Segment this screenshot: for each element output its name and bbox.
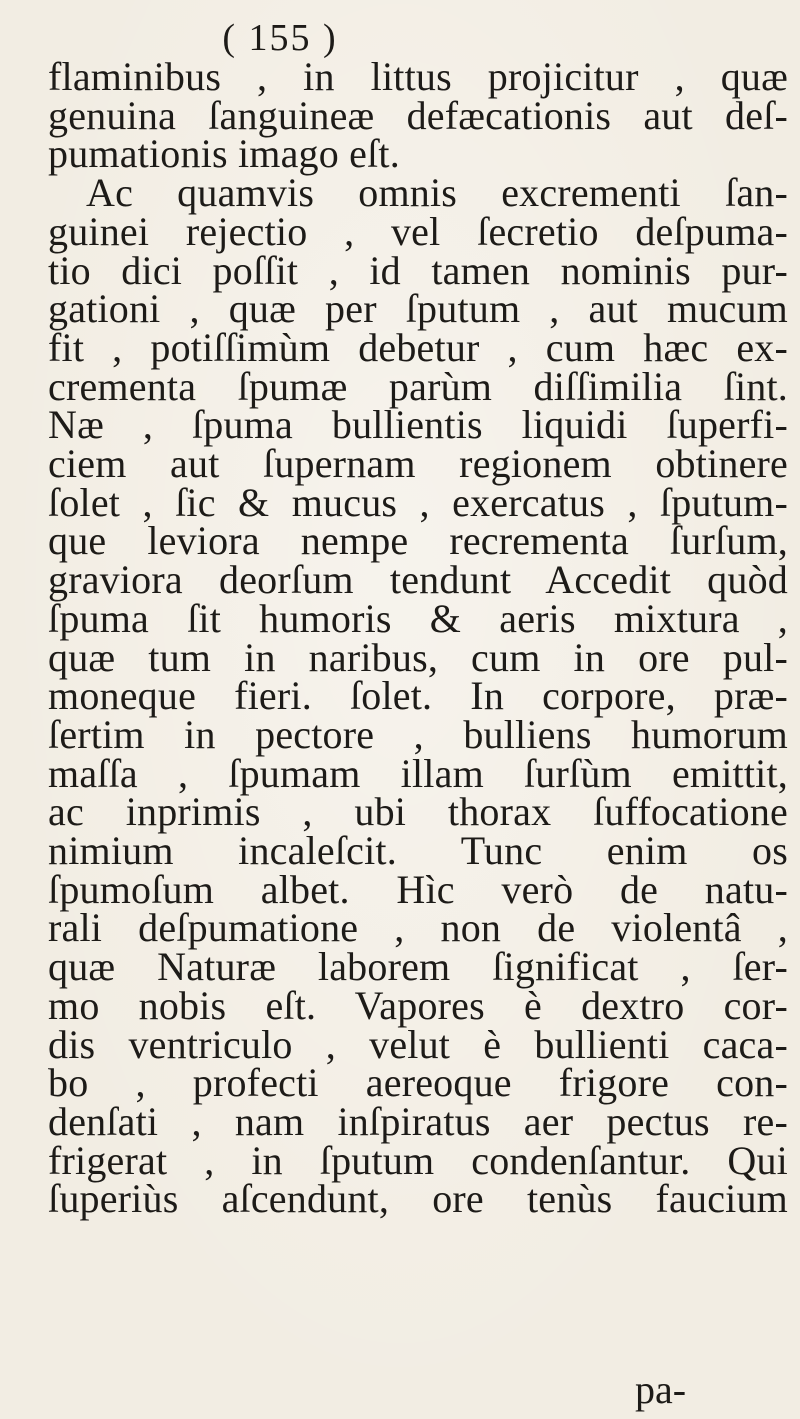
page-number: ( 155 ) (222, 17, 338, 59)
text-line: nimium incaleſcit. Tunc enim os (48, 828, 788, 874)
text-line: ac inprimis , ubi thorax ſuffocatione (48, 789, 788, 835)
text-line: maſſa , ſpumam illam ſurſùm emittit, (48, 750, 788, 796)
text-line: gationi , quæ per ſputum , aut mucum (48, 286, 788, 332)
text-line: frigerat , in ſputum condenſantur. Qui (48, 1137, 788, 1183)
text-line: dis ventriculo , velut è bullienti caca- (48, 1021, 788, 1067)
text-line: rali deſpumatione , non de violentâ , (48, 905, 788, 951)
text-line: ſpuma ſit humoris & aeris mixtura , (48, 595, 788, 641)
text-line: flaminibus , in littus projicitur , quæ (48, 54, 788, 99)
text-line: quæ tum in naribus, cum in ore pul- (48, 634, 788, 680)
text-line: ſuperiùs aſcendunt, ore tenùs faucium (48, 1176, 788, 1222)
text-line: Ac quamvis omnis excrementi ſan- (86, 170, 788, 216)
text-line: bo , profecti aereoque frigore con- (48, 1060, 788, 1106)
text-line: graviora deorſum tendunt Accedit quòd (48, 557, 788, 603)
text-line: ſolet , ſic & mucus , exercatus , ſputum- (48, 479, 788, 525)
text-line: quæ Naturæ laborem ſignificat , ſer- (48, 944, 788, 990)
text-line: pumationis imago eſt. (48, 131, 400, 177)
text-line: ſpumoſum albet. Hìc verò de natu- (48, 866, 788, 912)
text-line: genuina ſanguineæ defæcationis aut deſ- (48, 92, 788, 138)
text-block (48, 54, 788, 1222)
text-line: denſati , nam inſpiratus aer pectus re- (48, 1098, 788, 1144)
text-line: ſertim in pectore , bulliens humorum (48, 711, 788, 757)
text-line: ciem aut ſupernam regionem obtinere (48, 441, 788, 487)
text-line: tio dici poſſit , id tamen nominis pur- (48, 247, 788, 293)
text-line: Næ , ſpuma bullientis liquidi ſuperfi- (48, 402, 788, 448)
text-line: moneque fieri. ſolet. In corpore, præ- (48, 673, 788, 719)
text-line: fit , potiſſimùm debetur , cum hæc ex- (48, 324, 788, 370)
text-line: guinei rejectio , vel ſecretio deſpuma- (48, 208, 788, 254)
text-line: crementa ſpumæ parùm diſſimilia ſint. (48, 363, 788, 409)
text-line: que leviora nempe recrementa ſurſum, (48, 518, 788, 564)
catchword: pa- (635, 1367, 687, 1412)
text-line: mo nobis eſt. Vapores è dextro cor- (48, 982, 788, 1028)
